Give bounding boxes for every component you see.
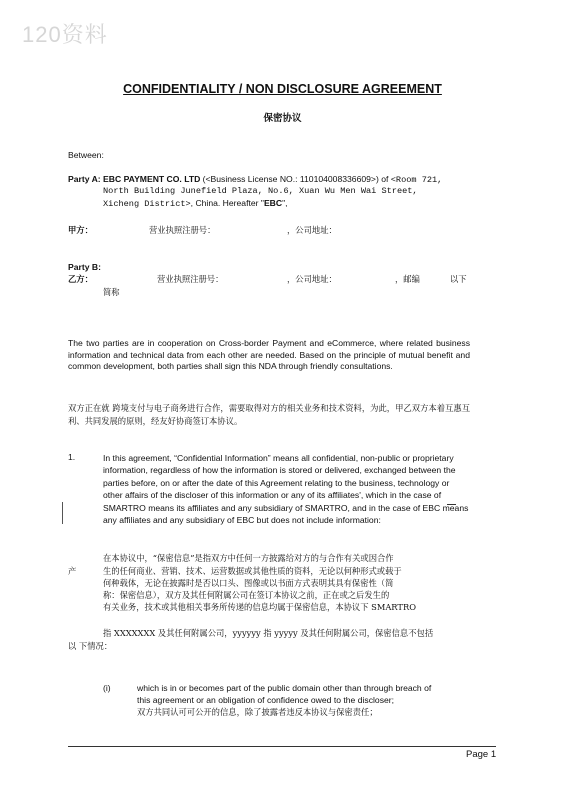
margin-bar (62, 502, 63, 524)
page-number: Page 1 (466, 749, 497, 760)
party-a-license: (<Business License NO.: 110104008336609>) of (200, 174, 391, 184)
clause-1-zh-6: 指 XXXXXXX 及其任何附属公司，yyyyyy 指 yyyyy 及其任何附属公司，保密信息不包括 (103, 628, 434, 638)
party-a-address-1: <Room 721, (390, 175, 443, 185)
footer-rule (68, 746, 496, 747)
clause-1-zh-7: 以 下情况： (68, 641, 113, 651)
party-a-after-address: , China. Hereafter " (190, 198, 264, 208)
watermark: 120资料 (22, 22, 108, 47)
clause-1-zh-4: 称：保密信息），双方及其任何附属公司在签订本协议之前，正在或之后发生的 (103, 590, 390, 600)
party-a-after-short: ", (282, 198, 288, 208)
clause-1-zh-1: 在本协议中，“保密信息”是指双方中任何一方披露给对方的与合作有关或因合作 (103, 553, 394, 563)
sub-i-en-1: which is in or becomes part of the public domain other than through breach of (137, 683, 432, 693)
party-a-zh-license: 营业执照注册号： (149, 225, 216, 235)
party-a-label: Party A: (68, 174, 104, 184)
party-a-address-3: Xicheng District> (103, 199, 191, 209)
party-b-zh-below: 以下 (450, 274, 467, 284)
party-a-company: EBC PAYMENT CO. LTD (103, 174, 201, 184)
party-a-block (68, 174, 498, 187)
party-b-label: Party B: (68, 262, 101, 272)
party-a-zh-address: ，公司地址： (287, 225, 337, 235)
party-a-short: EBC (263, 198, 283, 208)
between-label: Between: (68, 150, 104, 160)
intro-zh: 双方正在就 跨境支付与电子商务进行合作，需要取得对方的相关业务和技术资料，为此，甲乙双方本着互惠互利、共同发展的原则，经友好协商签订本协议。 (68, 403, 470, 426)
clause-1-number: 1. (68, 452, 76, 462)
clause-1-zh-5: 有关业务，技术或其他相关事务所传递的信息均属于保密信息，本协议下 SMARTRO (103, 602, 416, 612)
party-b-zh-short: 简称 (103, 287, 120, 297)
sub-i-zh: 双方共同认可可公开的信息，除了披露者违反本协议与保密责任； (137, 707, 378, 717)
document-subtitle: 保密协议 (263, 113, 302, 124)
party-b-zh-postcode: ，邮编 (395, 274, 420, 284)
clause-1-en: In this agreement, “Confidential Information” means all confidential, non-public or proprietary information, regardless of how the information is stored or delivered, exchanged between the parties before, on or after the date of this Agreement relating to the business, technology or other affairs of the discloser of this information or any of its affiliates', which in the case of SMARTRO means its affiliates and any subsidiary of SMARTRO, and in the case of EBC means any affiliates and any subsidiary of EBC but does not include information: (103, 453, 469, 526)
clause-1-zh-3: 何种载体，无论在披露时是否以口头、图像或以书面方式表明其具有保密性（简 (103, 578, 394, 588)
party-b-zh-label: 乙方： (68, 274, 93, 284)
sub-i-en-2: this agreement or an obligation of confidence owed to the discloser; (137, 695, 395, 705)
party-a-address-3-row (103, 198, 288, 211)
party-b-zh-license: 营业执照注册号： (157, 274, 224, 284)
sub-i-number: (i) (103, 683, 111, 693)
intro-en: The two parties are in cooperation on Cross-border Payment and eCommerce, where related business information and technical data from each other are needed. Based on the principle of mutual benefit and common development, both parties shall sign this NDA through friendly consultations. (68, 338, 470, 372)
document-title: CONFIDENTIALITY / NON DISCLOSURE AGREEMENT (123, 82, 442, 96)
party-a-address-2: North Building Junefield Plaza, No.6, Xuan Wu Men Wai Street, (103, 186, 418, 196)
party-a-zh-label: 甲方： (68, 225, 93, 235)
clause-1-zh-margin: 产 (68, 566, 77, 576)
clause-1-zh-2: 生的任何商业、营销、技术、运营数据或其他性质的资料，无论以何种形式或载于 (103, 566, 402, 576)
party-b-zh-address: ，公司地址： (287, 274, 337, 284)
underline-mark (447, 504, 456, 505)
